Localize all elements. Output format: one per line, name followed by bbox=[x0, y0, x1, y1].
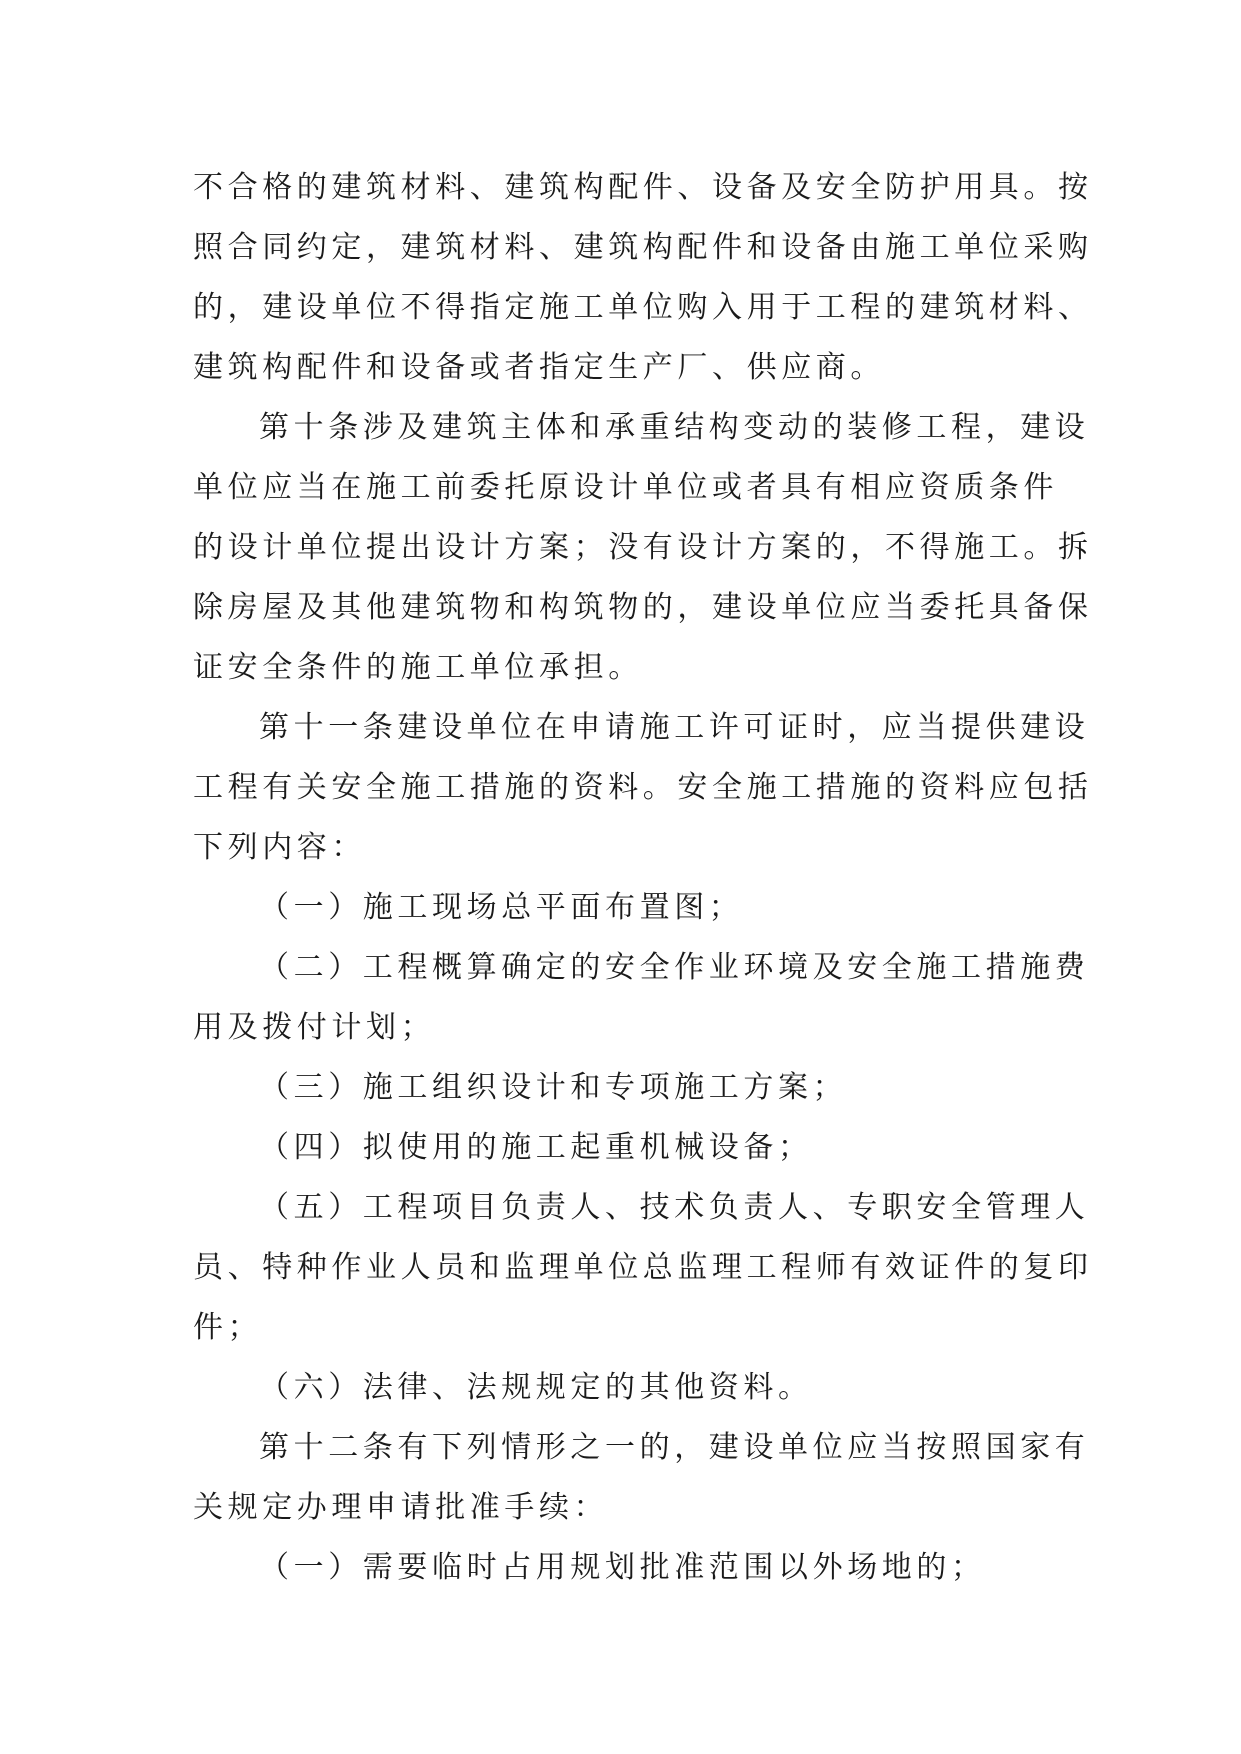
text-line: 单位应当在施工前委托原设计单位或者具有相应资质条件 bbox=[193, 470, 1058, 505]
text-line: 件； bbox=[193, 1310, 263, 1345]
list-item-line: （二）工程概算确定的安全作业环境及安全施工措施费 bbox=[259, 950, 1090, 985]
text-line: 照合同约定，建筑材料、建筑构配件和设备由施工单位采购 bbox=[193, 230, 1093, 265]
text-line: 员、特种作业人员和监理单位总监理工程师有效证件的复印 bbox=[193, 1250, 1093, 1285]
text-line: 证安全条件的施工单位承担。 bbox=[193, 650, 643, 685]
list-item-line: （三）施工组织设计和专项施工方案； bbox=[259, 1070, 848, 1105]
article-10-line: 第十条涉及建筑主体和承重结构变动的装修工程，建设 bbox=[259, 410, 1090, 445]
document-body bbox=[193, 158, 1093, 1598]
list-item-line: （一）需要临时占用规划批准范围以外场地的； bbox=[259, 1550, 986, 1585]
text-line: 的，建设单位不得指定施工单位购入用于工程的建筑材料、 bbox=[193, 290, 1093, 325]
list-item-line: （四）拟使用的施工起重机械设备； bbox=[259, 1130, 813, 1165]
text-line: 用及拨付计划； bbox=[193, 1010, 436, 1045]
text-line: 的设计单位提出设计方案；没有设计方案的，不得施工。拆 bbox=[193, 530, 1093, 565]
text-line: 关规定办理申请批准手续： bbox=[193, 1490, 609, 1525]
article-11-line: 第十一条建设单位在申请施工许可证时，应当提供建设 bbox=[259, 710, 1090, 745]
text-line: 工程有关安全施工措施的资料。安全施工措施的资料应包括 bbox=[193, 770, 1093, 805]
text-line: 除房屋及其他建筑物和构筑物的，建设单位应当委托具备保 bbox=[193, 590, 1093, 625]
text-line: 不合格的建筑材料、建筑构配件、设备及安全防护用具。按 bbox=[193, 170, 1093, 205]
list-item-line: （五）工程项目负责人、技术负责人、专职安全管理人 bbox=[259, 1190, 1090, 1225]
text-line: 下列内容： bbox=[193, 830, 366, 865]
list-item-line: （六）法律、法规规定的其他资料。 bbox=[259, 1370, 813, 1405]
list-item-line: （一）施工现场总平面布置图； bbox=[259, 890, 744, 925]
article-12-line: 第十二条有下列情形之一的，建设单位应当按照国家有 bbox=[259, 1430, 1090, 1465]
text-line: 建筑构配件和设备或者指定生产厂、供应商。 bbox=[193, 350, 885, 385]
